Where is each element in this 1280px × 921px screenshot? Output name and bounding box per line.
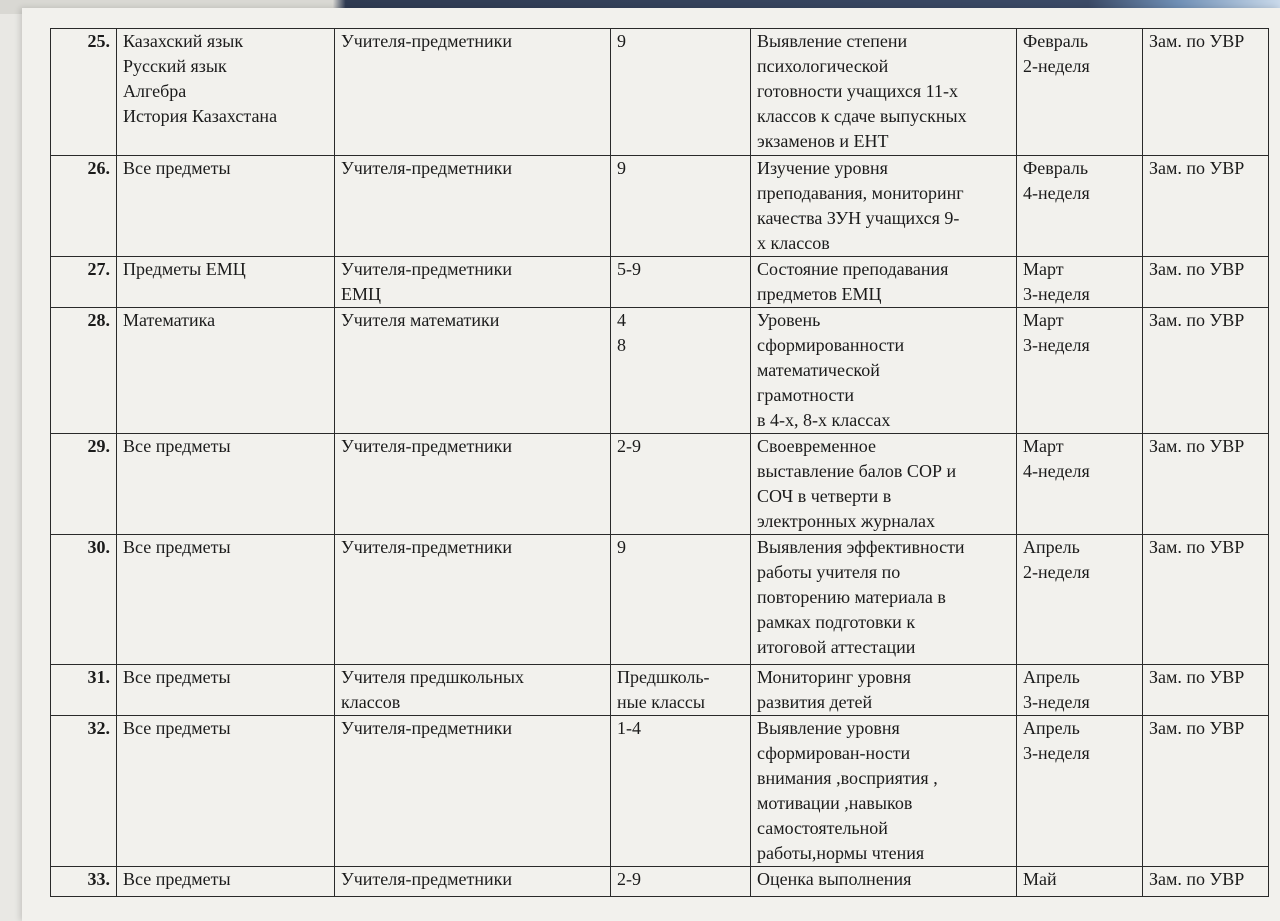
subjects-cell [117,29,335,156]
row-number: 29. [51,434,117,535]
row-number: 28. [51,308,117,434]
participants-cell [335,434,611,535]
aim-cell-line: Оценка выполнения [757,869,912,889]
table-row [51,434,1269,535]
participants-cell-line: Учителя-предметники [341,718,512,738]
term-cell-line: 2-неделя [1023,56,1090,76]
term-cell [1017,716,1143,867]
grades-cell-line: Предшколь- [617,667,710,687]
responsible-cell: Зам. по УВР [1143,156,1269,257]
grades-cell [611,308,751,434]
term-cell [1017,29,1143,156]
grades-cell-line: 5-9 [617,259,641,279]
term-cell [1017,156,1143,257]
term-cell [1017,867,1143,897]
aim-cell-line: выставление балов СОР и [757,461,957,481]
aim-cell-line: СОЧ в четверти в [757,486,892,506]
aim-cell-line: Выявления эффективности [757,537,965,557]
term-cell-line: Май [1023,869,1057,889]
grades-cell [611,156,751,257]
aim-cell-line: итоговой аттестации [757,637,916,657]
subjects-cell-line: Все предметы [123,436,231,456]
aim-cell [751,867,1017,897]
aim-cell-line: работы,нормы чтения [757,843,925,863]
grades-cell-line: 9 [617,537,626,557]
aim-cell-line: развития детей [757,692,873,712]
row-number: 26. [51,156,117,257]
term-cell-line: 3-неделя [1023,692,1090,712]
term-cell-line: Апрель [1023,537,1080,557]
term-cell-line: Апрель [1023,667,1080,687]
participants-cell-line: ЕМЦ [341,284,381,304]
aim-cell-line: психологической [757,56,889,76]
aim-cell [751,156,1017,257]
subjects-cell-line: Казахский язык [123,31,244,51]
aim-cell [751,434,1017,535]
aim-cell-line: электронных журналах [757,511,936,531]
aim-cell-line: Выявление степени [757,31,908,51]
aim-cell-line: сформированности [757,335,905,355]
subjects-cell [117,156,335,257]
subjects-cell-line: Все предметы [123,158,231,178]
grades-cell-line: 2-9 [617,436,641,456]
aim-cell-line: Уровень [757,310,821,330]
table-row [51,716,1269,867]
aim-cell-line: математической [757,360,880,380]
participants-cell [335,665,611,716]
aim-cell-line: Своевременное [757,436,876,456]
term-cell [1017,257,1143,308]
aim-cell-line: мотивации ,навыков [757,793,913,813]
aim-cell-line: х классов [757,233,830,253]
aim-cell-line: Состояние преподавания [757,259,949,279]
participants-cell [335,535,611,665]
responsible-cell: Зам. по УВР [1143,434,1269,535]
term-cell-line: Апрель [1023,718,1080,738]
responsible-cell: Зам. по УВР [1143,867,1269,897]
subjects-cell [117,535,335,665]
table-row [51,156,1269,257]
row-number: 25. [51,29,117,156]
grades-cell [611,535,751,665]
aim-cell [751,535,1017,665]
subjects-cell-line: Все предметы [123,869,231,889]
subjects-cell [117,867,335,897]
row-number: 31. [51,665,117,716]
term-cell-line: 3-неделя [1023,743,1090,763]
responsible-cell: Зам. по УВР [1143,257,1269,308]
term-cell-line: Февраль [1023,31,1089,51]
participants-cell-line: Учителя математики [341,310,500,330]
participants-cell-line: Учителя-предметники [341,259,512,279]
participants-cell-line: Учителя-предметники [341,436,512,456]
aim-cell-line: предметов ЕМЦ [757,284,882,304]
term-cell-line: Март [1023,310,1064,330]
subjects-cell-line: Все предметы [123,667,231,687]
table-row [51,29,1269,156]
grades-cell [611,434,751,535]
participants-cell [335,308,611,434]
table-row [51,257,1269,308]
participants-cell [335,716,611,867]
term-cell [1017,434,1143,535]
term-cell [1017,665,1143,716]
term-cell-line: 3-неделя [1023,284,1090,304]
aim-cell-line: Выявление уровня [757,718,900,738]
term-cell-line: 2-неделя [1023,562,1090,582]
row-number: 27. [51,257,117,308]
subjects-cell-line: Русский язык [123,56,227,76]
responsible-cell: Зам. по УВР [1143,716,1269,867]
table-row [51,665,1269,716]
row-number: 33. [51,867,117,897]
grades-cell [611,716,751,867]
aim-cell-line: экзаменов и ЕНТ [757,131,889,151]
grades-cell-line: 4 [617,310,626,330]
responsible-cell: Зам. по УВР [1143,308,1269,434]
table-row [51,308,1269,434]
aim-cell [751,29,1017,156]
subjects-cell [117,716,335,867]
participants-cell-line: Учителя-предметники [341,537,512,557]
grades-cell-line: ные классы [617,692,706,712]
term-cell [1017,308,1143,434]
aim-cell-line: Изучение уровня [757,158,888,178]
subjects-cell-line: Все предметы [123,718,231,738]
subjects-cell-line: Предметы ЕМЦ [123,259,246,279]
participants-cell-line: классов [341,692,401,712]
aim-cell-line: преподавания, мониторинг [757,183,964,203]
grades-cell [611,257,751,308]
term-cell-line: 4-неделя [1023,461,1090,481]
term-cell-line: Февраль [1023,158,1089,178]
grades-cell-line: 9 [617,158,626,178]
aim-cell-line: внимания ,восприятия , [757,768,938,788]
grades-cell-line: 8 [617,335,626,355]
term-cell-line: Март [1023,436,1064,456]
term-cell-line: Март [1023,259,1064,279]
grades-cell-line: 9 [617,31,626,51]
subjects-cell-line: Все предметы [123,537,231,557]
aim-cell-line: сформирован-ности [757,743,911,763]
participants-cell [335,867,611,897]
responsible-cell: Зам. по УВР [1143,535,1269,665]
participants-cell [335,257,611,308]
aim-cell [751,665,1017,716]
subjects-cell-line: Математика [123,310,216,330]
responsible-cell: Зам. по УВР [1143,29,1269,156]
participants-cell [335,156,611,257]
term-cell-line: 4-неделя [1023,183,1090,203]
grades-cell [611,867,751,897]
aim-cell-line: рамках подготовки к [757,612,916,632]
subjects-cell [117,665,335,716]
participants-cell-line: Учителя-предметники [341,31,512,51]
aim-cell-line: качества ЗУН учащихся 9- [757,208,960,228]
participants-cell-line: Учителя-предметники [341,869,512,889]
table-row [51,535,1269,665]
aim-cell-line: повторению материала в [757,587,946,607]
subjects-cell [117,434,335,535]
subjects-cell-line: Алгебра [123,81,187,101]
aim-cell-line: в 4-х, 8-х классах [757,410,891,430]
grades-cell [611,665,751,716]
table-row [51,867,1269,897]
aim-cell-line: Мониторинг уровня [757,667,912,687]
grades-cell-line: 2-9 [617,869,641,889]
aim-cell [751,308,1017,434]
participants-cell-line: Учителя-предметники [341,158,512,178]
control-plan-table [50,28,1269,897]
responsible-cell: Зам. по УВР [1143,665,1269,716]
aim-cell-line: грамотности [757,385,854,405]
subjects-cell [117,257,335,308]
term-cell-line: 3-неделя [1023,335,1090,355]
participants-cell [335,29,611,156]
aim-cell-line: самостоятельной [757,818,888,838]
subjects-cell-line: История Казахстана [123,106,278,126]
grades-cell-line: 1-4 [617,718,641,738]
row-number: 32. [51,716,117,867]
aim-cell-line: классов к сдаче выпускных [757,106,967,126]
row-number: 30. [51,535,117,665]
participants-cell-line: Учителя предшкольных [341,667,524,687]
aim-cell [751,257,1017,308]
aim-cell-line: работы учителя по [757,562,901,582]
aim-cell [751,716,1017,867]
term-cell [1017,535,1143,665]
aim-cell-line: готовности учащихся 11-х [757,81,959,101]
grades-cell [611,29,751,156]
subjects-cell [117,308,335,434]
